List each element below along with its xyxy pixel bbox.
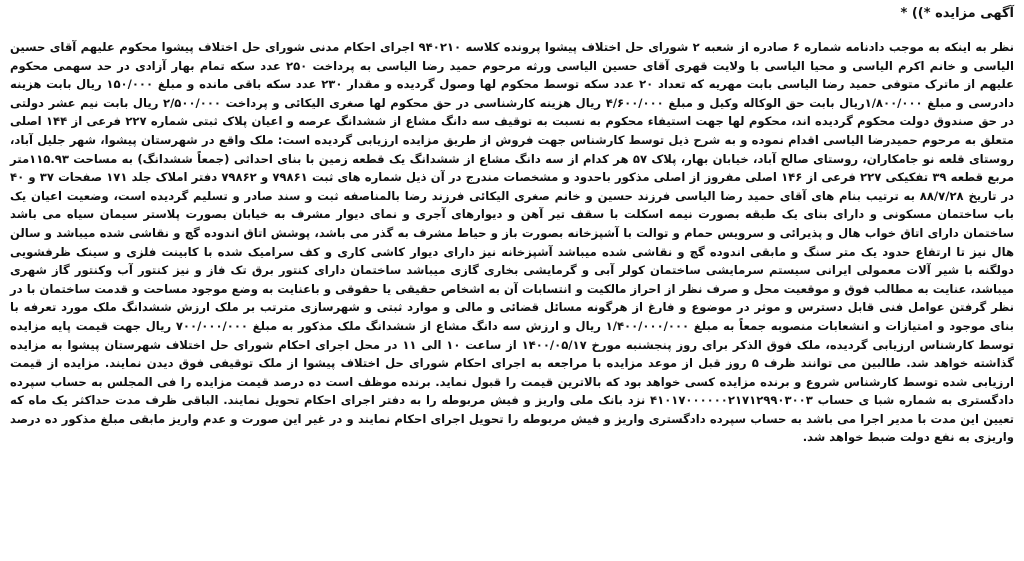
notice-title: آگهی مزایده *)) * — [900, 6, 1014, 21]
notice-body: نظر به اینکه به موجب دادنامه شماره ۶ صادره از شعبه ۲ شورای حل اختلاف پیشوا پرونده کلاسه ۹۴۰۲۱۰ اجرای احکام مدنی شورای حل اختلاف پیشوا محکوم علیهم آقای حسین الیاسی و خانم اکرم الیاسی و محیا الیاسی با ولایت قهری آقای حسین الیاسی ورثه مرحوم حمید رضا الیاسی به پرداخت ۲۵۰ عدد سکه تمام بهار آزادی در حد سهمی محکوم علیهم از ماترک متوفی حمید رضا الیاسی بابت مهریه که تعداد ۲۰ عدد سکه توسط محکوم لها وصول گردیده و مقدار ۲۳۰ عدد سکه باقی مانده و مبلغ ۱۵۰/۰۰۰ ریال بابت هزینه دادرسی و مبلغ ۱/۸۰۰/۰۰۰ریال بابت حق الوکاله وکیل و مبلغ ۴/۶۰۰/۰۰۰ ریال هزینه کارشناسی در حق محکوم لها صغری الیکائی و پرداخت ۲/۵۰۰/۰۰۰ ریال بابت نیم عشر دولتی در حق صندوق دولت محکوم گردیده اند، محکوم لها جهت استیفاء محکوم به نسبت به توقیف سه دانگ مشاع از ششدانگ عرصه و اعیان پلاک ثبتی شماره ۲۲۷ فرعی از ۱۴۴ اصلی متعلق به مرحوم حمیدرضا الیاسی اقدام نموده و به شرح ذیل توسط کارشناس جهت فروش از طریق مزایده ارزیابی گردیده است: ملک واقع در شهرستان پیشوا، شهر جلیل آباد، روستای قلعه نو جامکاران، روستای صالح آباد، خیابان بهار، پلاک ۵۷ هر کدام از سه دانگ مشاع از ششدانگ یک قطعه زمین با بنای احداثی (جمعاً ششدانگ) به مساحت ۱۱۵.۹۳متر مربع قطعه ۳۹ تفکیکی ۲۲۷ فرعی از ۱۴۶ اصلی مفروز از اصلی مذکور باحدود و مشخصات مندرج در آن ذیل شماره های ثبت ۷۹۸۶۱ و ۷۹۸۶۲ دفتر املاک جلد ۱۷۱ صفحات ۳۷ و ۴۰ در تاریخ ۸۸/۷/۲۸ به ترتیب بنام های آقای حمید رضا الیاسی فرزند حسین و خانم صغری الیکائی فرزند رضا بالمناصفه ثبت و سند صادر و تسلیم گردیده است، وضعیت اعیان یک باب ساختمان مسکونی و دارای بنای یک طبقه بصورت نیمه اسکلت با سقف تیر آهن و دیوارهای آجری و نمای دیوار مشرف به خیابان بصورت پلاستر سیمان سیاه می باشد ساختمان دارای اتاق خواب هال و پذیرائی و سرویس حمام و توالت با آشپزخانه بصورت باز و حیاط مشرف به گذر می باشد، پوشش اتاق اندوده گچ و نقاشی شده میباشد و سالن هال نیز تا ارتفاع حدود یک متر سنگ و مابقی اندوده گچ و نقاشی شده میباشد آشپزخانه نیز دارای دیوار کاشی کاری و کف سرامیک شده با کابینت فلزی و سینک ظرفشویی دولگنه با شیر آلات معمولی ایرانی سیستم سرمایشی ساختمان کولر آبی و گرمایشی بخاری گازی میباشد ساختمان دارای کنتور برق تک فاز و نیز کنتور آب وکنتور گاز شهری میباشد، عنایت به مطالب فوق و موقعیت محل و صرف نظر از احراز مالکیت و انتسابات آن به اشخاص حقیقی یا حقوقی و باعنایت به وضع موجود مساحت و قدمت ساختمان با در نظر گرفتن عوامل فنی قابل دسترس و موثر در موضوع و فارغ از هرگونه مسائل قضائی و مالی و موارد ثبتی و شهرسازی مترتب بر ملک ارزش ششدانگ ملک مورد تعرفه با بنای موجود و امتیازات و انشعابات منصوبه جمعاً به مبلغ ۱/۴۰۰/۰۰۰/۰۰۰ ریال و ارزش سه دانگ مشاع از ششدانگ ملک مذکور به مبلغ ۷۰۰/۰۰۰/۰۰۰ ریال جهت قیمت پایه مزایده توسط کارشناس ارزیابی گردیده، ملک فوق الذکر برای روز پنجشنبه مورخ ۱۴۰۰/۰۵/۱۷ از ساعت ۱۰ الی ۱۱ در محل اجرای احکام شورای حل اختلاف شهرستان پیشوا به مزایده گذاشته خواهد شد. طالبین می توانند ظرف ۵ روز قبل از موعد مزایده با مراجعه به اجرای احکام شورای حل اختلاف پیشوا از ملک توقیفی فوق دیدن نمایند. مزایده از قیمت ارزیابی شده توسط کارشناس شروع و برنده مزایده کسی خواهد بود که بالاترین قیمت را قبول نماید. برنده موظف است ده درصد قیمت مزایده را فی المجلس به حساب سپرده دادگستری به شماره شبا ی حساب ۴۱۰۱۷۰۰۰۰۰۰۲۱۷۱۲۹۹۰۳۰۰۳ نزد بانک ملی واریز و فیش مربوطه را به دفتر اجرای احکام تحویل نمایند. الباقی ظرف مدت حداکثر یک ماه که تعیین این مدت با مدیر اجرا می باشد به حساب سپرده دادگستری واریز و فیش مربوطه را تحویل اجرای احکام نمایند و در غیر این صورت و عدم واریز مابقی مبلغ مذکور ده درصد واریزی به نفع دولت ضبط خواهد شد. — [10, 40, 1015, 445]
